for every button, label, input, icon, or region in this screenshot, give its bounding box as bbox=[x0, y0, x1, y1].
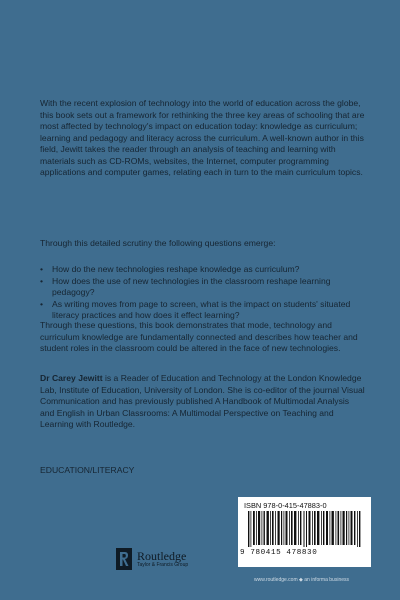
blurb-paragraph-2: Through this detailed scrutiny the following questions emerge: bbox=[40, 238, 276, 248]
publisher-group: Taylor & Francis Group bbox=[137, 561, 189, 568]
question-item: • How does the use of new technologies in the classroom reshape learning pedagogy? bbox=[40, 276, 365, 299]
barcode-digits: 9 780415 478830 bbox=[240, 549, 318, 557]
publisher-name: Routledge bbox=[137, 548, 187, 563]
publisher-logo bbox=[116, 548, 188, 570]
barcode-icon bbox=[248, 511, 363, 547]
author-bio-text: is a Reader of Education and Technology at the London Knowledge Lab, Institute of Education, University of London. She is co-editor of the journal Visual Communication and has previously published A Handbook of Multimodal Analysis and English in Urban Classrooms: A Multimodal Perspective on Teaching and Learning with Routledge. bbox=[40, 373, 365, 429]
author-name: Dr Carey Jewitt bbox=[40, 373, 103, 383]
publisher-web: www.routledge.com ◆ an informa business bbox=[254, 577, 349, 583]
blurb-paragraph-3: Through these questions, this book demonstrates that mode, technology and curriculum knowledge are fundamentally connected and describes how teacher and student roles in the classroom could be altered in the face of new technologies. bbox=[40, 320, 358, 353]
question-list bbox=[40, 264, 365, 322]
barcode-panel bbox=[238, 497, 371, 567]
question-item: • As writing moves from page to screen, what is the impact on students' situated literacy practices and how does it effect learning? bbox=[40, 299, 365, 322]
routledge-logo-icon bbox=[116, 548, 132, 570]
question-item: • How do the new technologies reshape knowledge as curriculum? bbox=[40, 264, 365, 276]
blurb-paragraph-1: With the recent explosion of technology into the world of education across the globe, this book sets out a framework for rethinking the three key areas of schooling that are most affected by technology's impact on education today: knowledge as curriculum; learning and pedagogy and literacy across the curriculum. A well-known author in this field, Jewitt takes the reader through an analysis of teaching and learning with materials such as CD-ROMs, websites, the Internet, computer programming applications and computer games, relating each in turn to the main curriculum topics. bbox=[40, 98, 365, 177]
isbn-label: ISBN 978-0-415-47883-0 bbox=[244, 501, 327, 510]
subject-category: EDUCATION/LITERACY bbox=[40, 465, 135, 475]
author-bio bbox=[40, 373, 365, 431]
